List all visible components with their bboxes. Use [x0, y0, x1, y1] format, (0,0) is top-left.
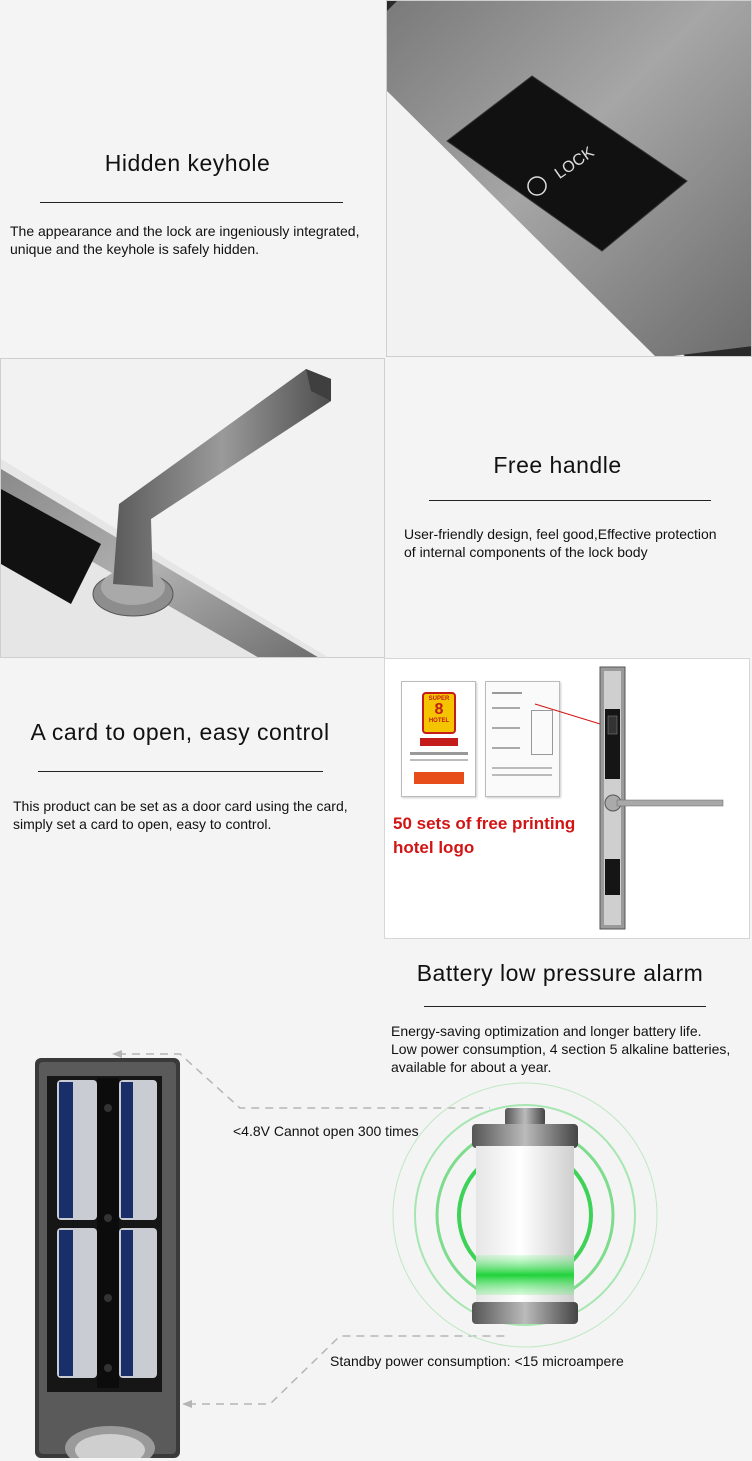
hotel-badge-number: 8: [434, 701, 444, 718]
low-voltage-note: <4.8V Cannot open 300 times: [233, 1123, 419, 1139]
desc-line: This product can be set as a door card using the card,: [13, 798, 348, 814]
lock-label: LOCK: [551, 143, 598, 183]
desc-line: User-friendly design, feel good,Effective protection: [404, 526, 717, 542]
section-title-hidden-keyhole: Hidden keyhole: [104, 150, 271, 176]
title-divider: [40, 202, 343, 203]
desc-line: of internal components of the lock body: [404, 544, 648, 560]
handle-product-image: [0, 358, 385, 658]
promo-line: hotel logo: [393, 838, 475, 857]
desc-line: available for about a year.: [391, 1059, 552, 1075]
standby-power-note: Standby power consumption: <15 microampere: [330, 1353, 624, 1369]
section-desc-free-handle: [404, 525, 749, 561]
desc-line: The appearance and the lock are ingeniously integrated,: [10, 223, 360, 239]
hotel-card-product-image: [384, 658, 750, 939]
desc-line: Energy-saving optimization and longer battery life.: [391, 1023, 702, 1039]
section-title-battery-alarm: Battery low pressure alarm: [416, 960, 704, 986]
title-divider: [38, 771, 323, 772]
door-lock-illustration: [385, 659, 750, 939]
section-title-card-open: A card to open, easy control: [30, 719, 330, 745]
lever-handle-illustration: [1, 359, 385, 658]
battery-alarm-illustration: [390, 1080, 660, 1350]
battery-charge-level: [476, 1255, 574, 1295]
hotel-badge-bottom: HOTEL: [428, 718, 450, 724]
section-title-free-handle: Free handle: [493, 452, 622, 478]
title-divider: [429, 500, 711, 501]
free-logo-promo: [393, 812, 623, 860]
desc-line: simply set a card to open, easy to control.: [13, 816, 272, 832]
hotel-badge-top: SUPER: [428, 696, 450, 702]
keyhole-product-image: [386, 0, 752, 357]
promo-line: 50 sets of free printing: [393, 814, 576, 833]
section-desc-card-open: [13, 797, 383, 833]
desc-line: unique and the keyhole is safely hidden.: [10, 241, 260, 257]
lock-faceplate-illustration: [387, 1, 752, 357]
section-desc-hidden-keyhole: [10, 222, 385, 258]
desc-line: Low power consumption, 4 section 5 alkaline batteries,: [391, 1041, 731, 1057]
